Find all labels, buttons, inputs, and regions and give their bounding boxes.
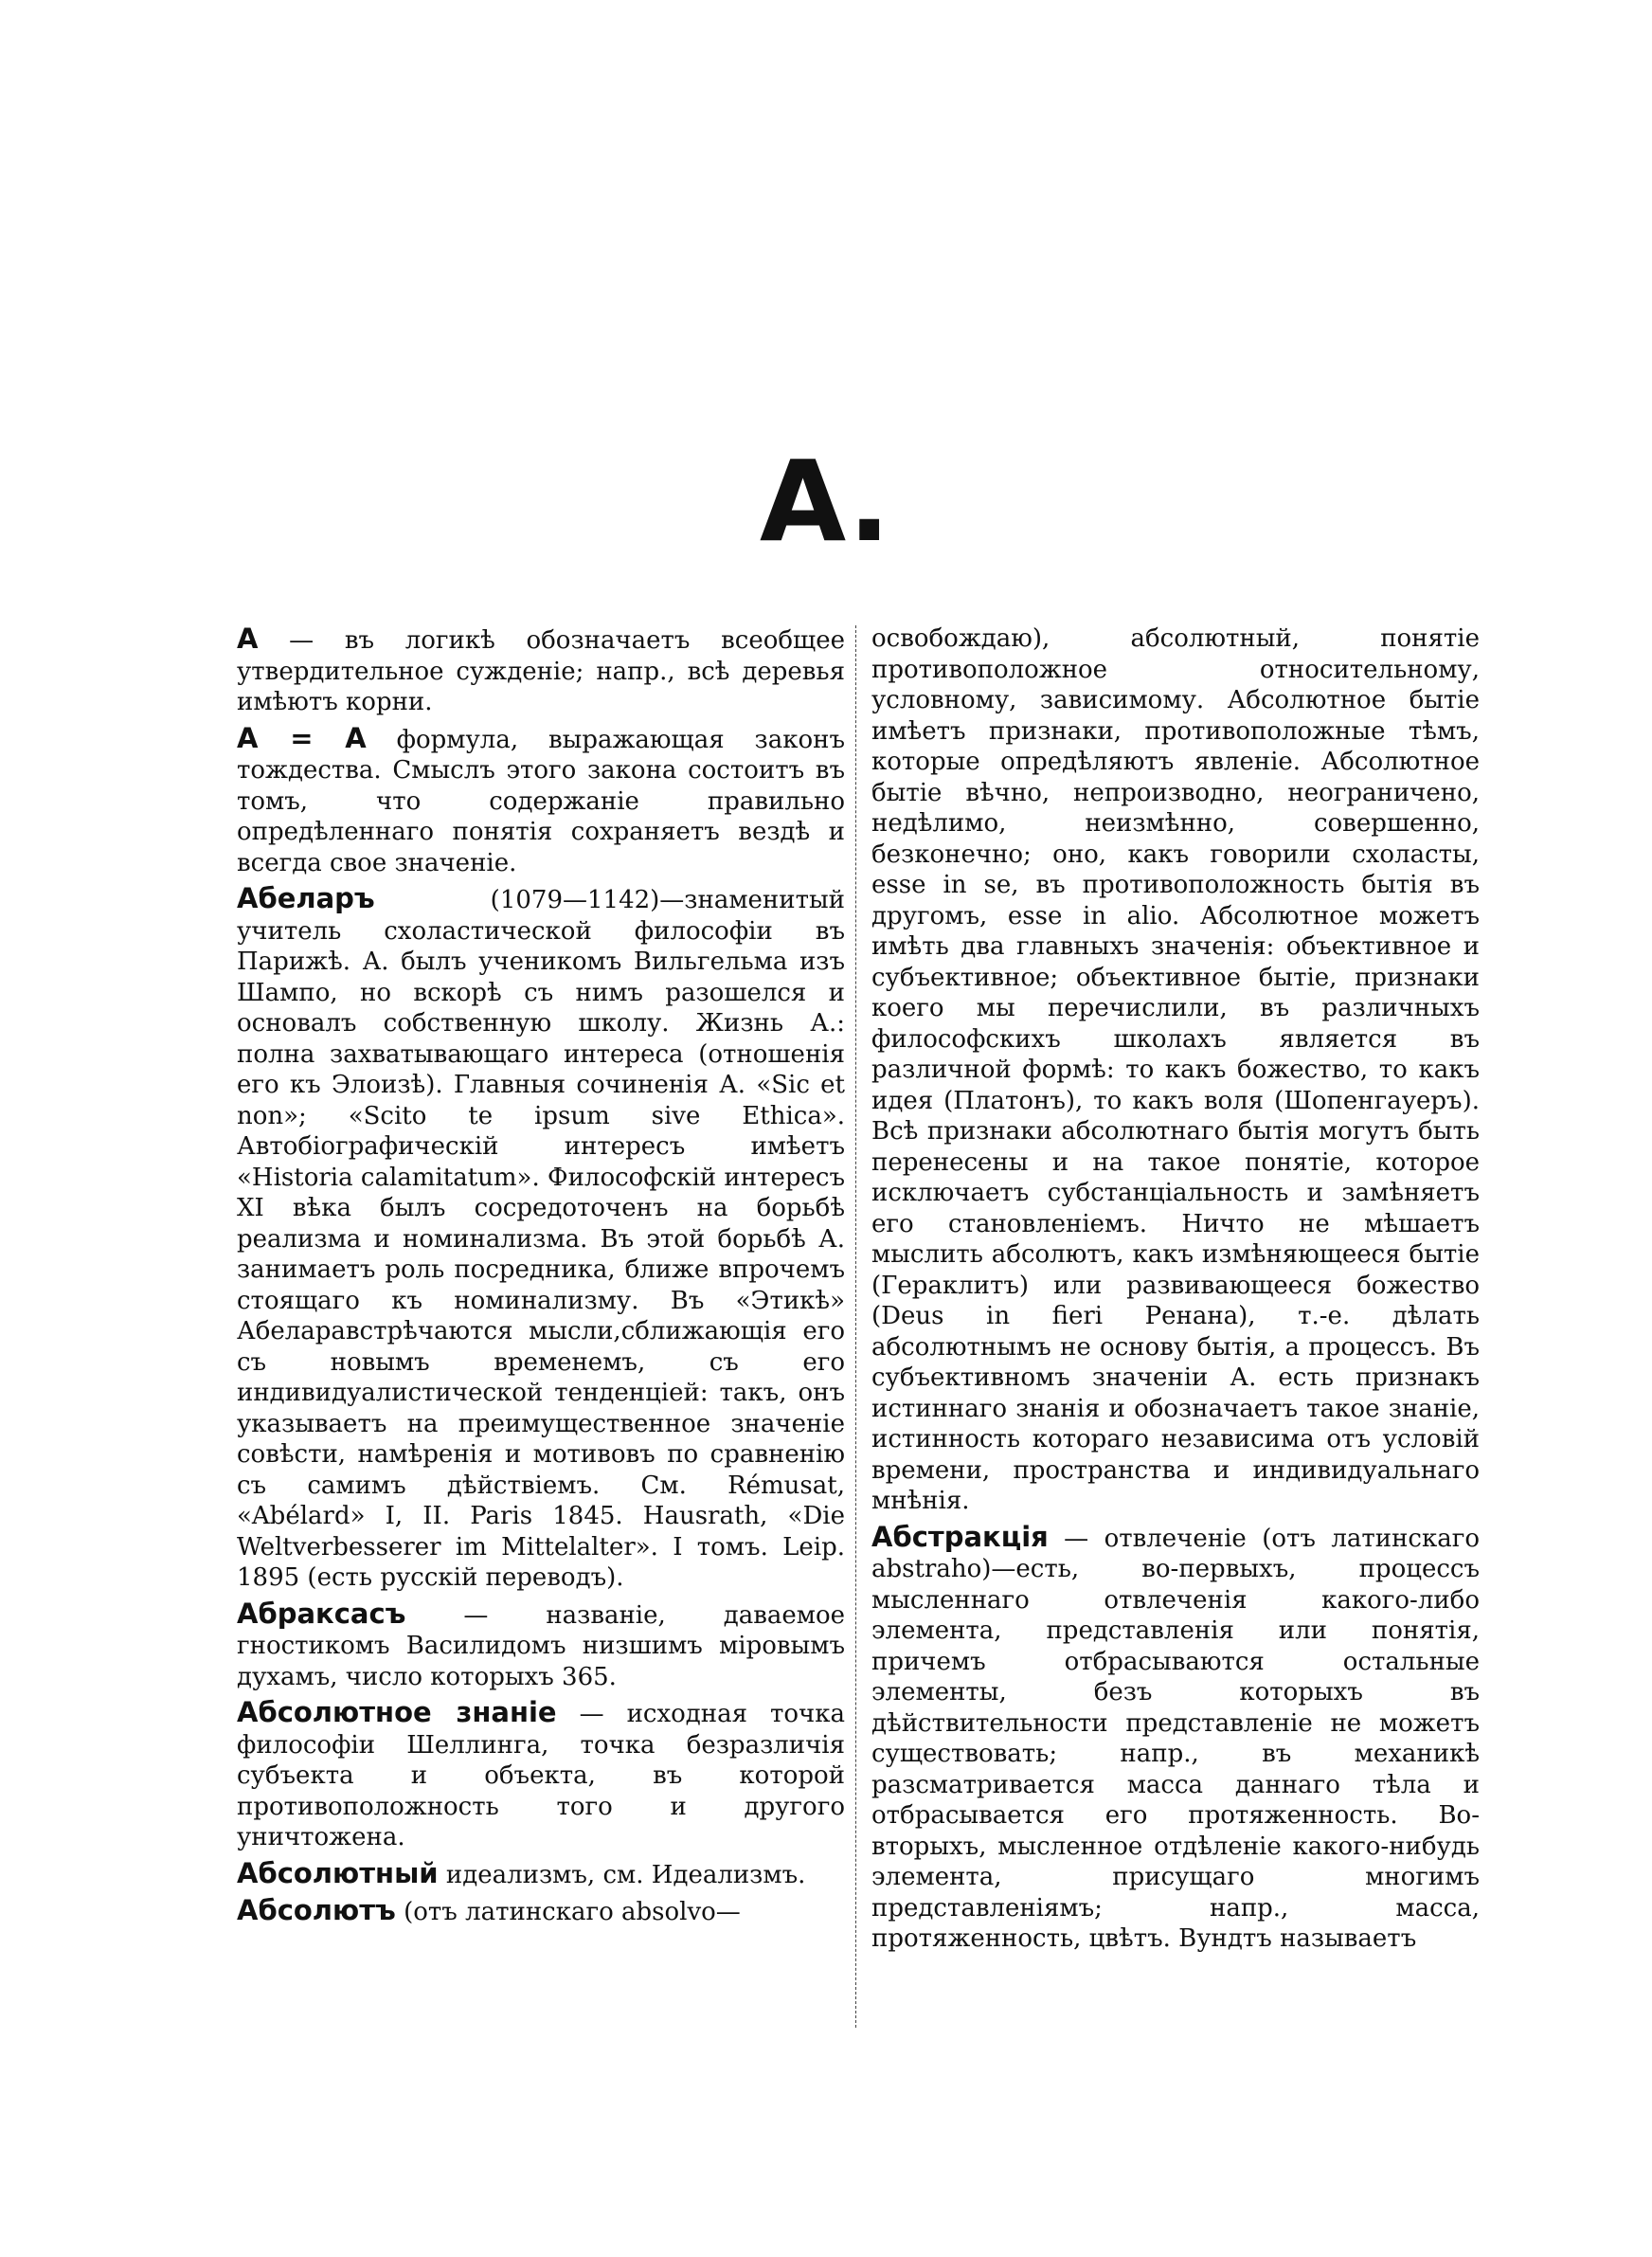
entry-text: (1079—1142)—знаменитый учитель схоластической философіи въ Парижѣ. А. былъ ученикомъ Вильгельма изъ Шампо, но вскорѣ съ нимъ разошелся и основалъ собственную школу. Жизнь А.: полна захватывающаго интереса (отношенія его къ Элоизѣ). Главныя сочиненія А. «Sic et non»; «Scito te ipsum sive Ethica». Автобіографическій интересъ имѣетъ «Historia calamitatum». Философскій интересъ XI вѣка былъ сосредоточенъ на борьбѣ реализма и номинализма. Въ этой борьбѣ А. занимаетъ роль посредника, ближе впрочемъ стоящаго къ номинализму. Въ «Этикѣ» Абеларавстрѣчаются мысли,сближающія его съ новымъ временемъ, съ его индивидуалистической тенденціей: такъ, онъ указываетъ на преимущественное значеніе совѣсти, намѣренія и мотивовъ по сравненію съ самимъ дѣйствіемъ. См. Rémusat, «Abélard» I, II. Paris 1845. Hausrath, «Die Weltverbesserer im Mittelalter». I томъ. Leip. 1895 (есть русскій переводъ).: [237, 886, 845, 1592]
entry-text: — исходная точка философіи Шеллинга, точка безразличія субъекта и объекта, въ которой противоположность того и другого уничтожена.: [237, 1700, 845, 1851]
entry: [871, 1522, 1480, 1955]
entry-term: Абстракція: [871, 1520, 1049, 1553]
entry-text: — отвлеченіе (отъ латинскаго abstraho)—есть, во-первыхъ, процессъ мысленнаго отвлеченія какого-либо элемента, представленія или понятія, причемъ отбрасываются остальные элементы, безъ которыхъ въ дѣйствительности представленіе не можетъ существовать; напр., въ механикѣ разсматривается масса даннаго тѣла и отбрасывается его протяженность. Во-вторыхъ, мысленное отдѣленіе какого-нибудь элемента, присущаго многимъ представленіямъ; напр., масса, протяженность, цвѣтъ. Вундтъ называетъ: [871, 1524, 1480, 1953]
column-divider: [855, 625, 856, 2028]
entry-text: формула, выражающая законъ тождества. Смыслъ этого закона состоитъ въ томъ, что содержаніе правильно опредѣленнаго понятія сохраняетъ вездѣ и всегда свое значеніе.: [237, 725, 845, 877]
entry-term: Абсолютный: [237, 1856, 439, 1889]
entry-text: идеализмъ, см. Идеализмъ.: [438, 1860, 806, 1889]
entry-term: Абсолютъ: [237, 1894, 396, 1926]
entry-text: (отъ латинскаго absolvo—: [395, 1898, 741, 1926]
entry-text: — названіе, даваемое гностикомъ Василидомъ низшимъ міровымъ духамъ, число которыхъ 365.: [237, 1600, 845, 1691]
right-column: [871, 623, 1480, 1959]
left-column: [237, 623, 845, 1933]
entry-term: Абсолютное знаніе: [237, 1696, 557, 1728]
entry: [237, 1598, 845, 1693]
entry-text: — въ логикѣ обозначаетъ всеобщее утвердительное сужденіе; напр., всѣ деревья имѣютъ корни.: [237, 626, 845, 716]
entry: [237, 1895, 845, 1928]
entry: [237, 623, 845, 718]
entry-term: Абеларъ: [237, 882, 375, 914]
entry-continuation: [871, 623, 1480, 1517]
entry-text: освобождаю), абсолютный, понятіе противоположное относительному, условному, зависимому. Абсолютное бытіе имѣетъ признаки, противоположные тѣмъ, которые опредѣляютъ явленіе. Абсолютное бытіе вѣчно, непроизводно, неограничено, недѣлимо, неизмѣнно, совершенно, безконечно; оно, какъ говорили схоласты, esse in se, въ противоположность бытія въ другомъ, esse in alio. Абсолютное можетъ имѣть два главныхъ значенія: объективное и субъективное; объективное бытіе, признаки коего мы перечислили, въ различныхъ философскихъ школахъ является въ различной формѣ: то какъ божество, то какъ идея (Платонъ), то какъ воля (Шопенгауеръ). Всѣ признаки абсолютнаго бытія могутъ быть перенесены и на такое понятіе, которое исключаетъ субстанціальность и замѣняетъ его становленіемъ. Ничто не мѣшаетъ мыслить абсолютъ, какъ измѣняющееся бытіе (Гераклитъ) или развивающееся божество (Deus in fieri Ренана), т.-е. дѣлать абсолютнымъ не основу бытія, а процессъ. Въ субъективномъ значеніи А. есть признакъ истиннаго знанія и обозначаетъ такое знаніе, истинность котораго независима отъ условій времени, пространства и индивидуальнаго мнѣнія.: [871, 624, 1480, 1515]
section-letter-heading: А.: [759, 436, 893, 567]
entry-term: А: [237, 623, 259, 655]
entry: [237, 883, 845, 1594]
entry: [237, 1858, 845, 1891]
entry-term: А = А: [237, 721, 367, 754]
entry-term: Абраксасъ: [237, 1597, 406, 1630]
entry: [237, 1697, 845, 1853]
entry: [237, 723, 845, 879]
